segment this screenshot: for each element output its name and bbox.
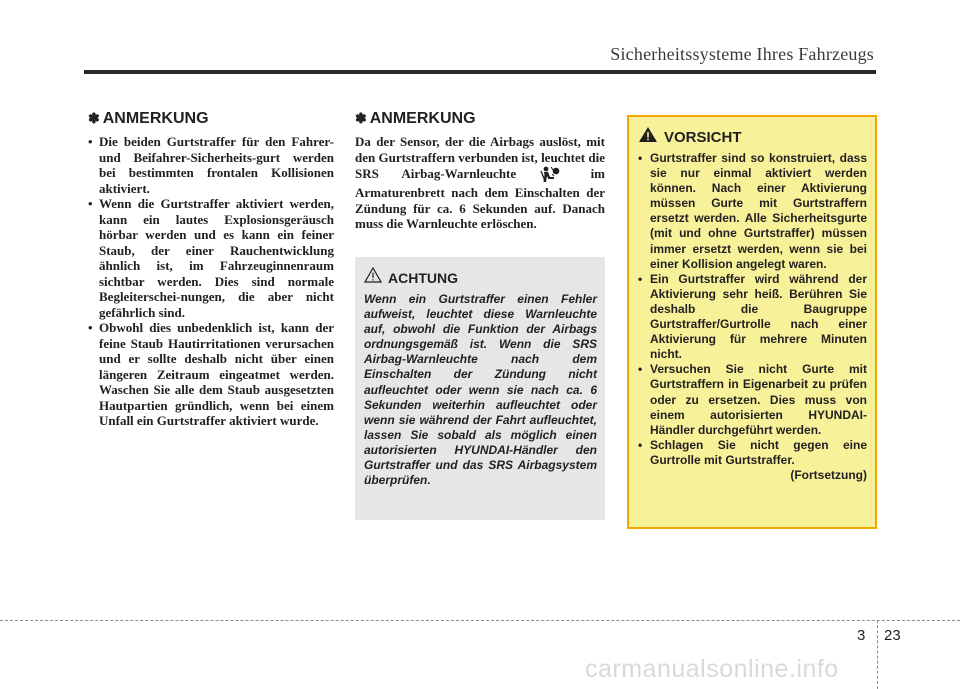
continued-label: (Fortsetzung) <box>790 467 867 482</box>
note-text-before: Da der Sensor, der die Airbags auslöst, mit den Gurtstraffern verbunden ist, leuchtet die SRS Airbag-Warnleuchte <box>355 134 605 181</box>
note-title <box>88 110 334 128</box>
achtung-box <box>355 257 605 520</box>
warning-triangle-icon <box>364 267 382 288</box>
list-item: • Die beiden Gurtstraffer für den Fahrer- und Beifahrer-Sicherheits-gurt werden bei bestimmten frontalen Kollisionen aktiviert. <box>88 134 334 196</box>
airbag-warning-icon <box>539 165 561 185</box>
warning-triangle-filled-icon <box>638 126 658 148</box>
note-paragraph <box>355 134 605 232</box>
note-column-1 <box>88 110 334 429</box>
footer-rule <box>0 620 960 621</box>
page-number: 23 <box>884 627 901 644</box>
achtung-label: ACHTUNG <box>388 269 458 286</box>
list-item: • Wenn die Gurtstraffer aktiviert werden, kann ein lautes Explosionsgeräusch hörbar werden und es kann ein feiner Staub, der einer Rauchentwicklung ähnlich ist, im Fahrzeuginnenraum sichtbar werden. Dies sind normale Begleiterschei-nungen, die aber nicht gefährlich sind. <box>88 196 334 320</box>
vorsicht-list <box>638 151 867 468</box>
chapter-number: 3 <box>857 627 866 644</box>
note-title <box>355 110 605 128</box>
note-text-after: im Armaturenbrett nach dem Einschalten der Zündung für ca. 6 Sekunden auf. Danach muss die Warnleuchte erlöschen. <box>355 165 606 231</box>
footer-divider <box>877 620 878 689</box>
star-icon: ✽ <box>88 110 100 126</box>
list-item: • Schlagen Sie nicht gegen eine Gurtrolle mit Gurtstraffer. <box>638 438 867 468</box>
vorsicht-box <box>627 115 877 529</box>
list-item: • Versuchen Sie nicht Gurte mit Gurtstraffern in Eigenarbeit zu prüfen oder zu ersetzen. Dies muss von einem autorisierten HYUNDAI-Händler durchgeführt werden. <box>638 362 867 437</box>
list-item: • Ein Gurtstraffer wird während der Aktivierung sehr heiß. Berühren Sie deshalb die Baugruppe Gurtstraffer/Gurtrolle nach einer Aktivierung für mehrere Minuten nicht. <box>638 272 867 363</box>
list-item: • Gurtstraffer sind so konstruiert, dass sie nur einmal aktiviert werden können. Nach einer Aktivierung müssen Gurte mit Gurtstraffern ersetzt werden. Alle Sicherheitsgurte (mit und ohne Gurtstraffer) müssen immer ersetzt werden, wenn sie bei einer Kollision angelegt waren. <box>638 151 867 272</box>
achtung-header <box>364 267 597 288</box>
star-icon: ✽ <box>355 110 367 126</box>
note-title-label: ANMERKUNG <box>102 110 209 127</box>
achtung-text: Wenn ein Gurtstraffer einen Fehler aufweist, leuchtet diese Warnleuchte auf, obwohl die Funktion der Airbags ordnungsgemäß ist. Wenn die SRS Airbag-Warnleuchte nach dem Einschalten der Zündung nicht aufleuchtet oder wenn sie nach ca. 6 Sekunden weiterhin aufleuchtet oder wenn sie während der Fahrt aufleuchtet, lassen Sie sobald als möglich einen autorisierten HYUNDAI-Händler den Gurtstraffer und das SRS Airbagsystem überprüfen. <box>364 292 597 488</box>
list-item: • Obwohl dies unbedenklich ist, kann der feine Staub Hautirritationen verursachen und er sollte deshalb nicht über einen längeren Zeitraum eingeatmet werden. Waschen Sie alle dem Staub ausgesetzten Hautpartien gründlich, wenn bei einem Unfall ein Gurtstraffer aktiviert wurde. <box>88 320 334 429</box>
vorsicht-header <box>638 126 867 148</box>
page-header-title: Sicherheitssysteme Ihres Fahrzeugs <box>610 44 874 64</box>
note-title-label: ANMERKUNG <box>369 110 476 127</box>
note-list <box>88 134 334 429</box>
vorsicht-label: VORSICHT <box>664 128 742 146</box>
header-rule <box>84 70 876 74</box>
watermark: carmanualsonline.info <box>585 655 839 683</box>
note-column-2 <box>355 110 605 232</box>
